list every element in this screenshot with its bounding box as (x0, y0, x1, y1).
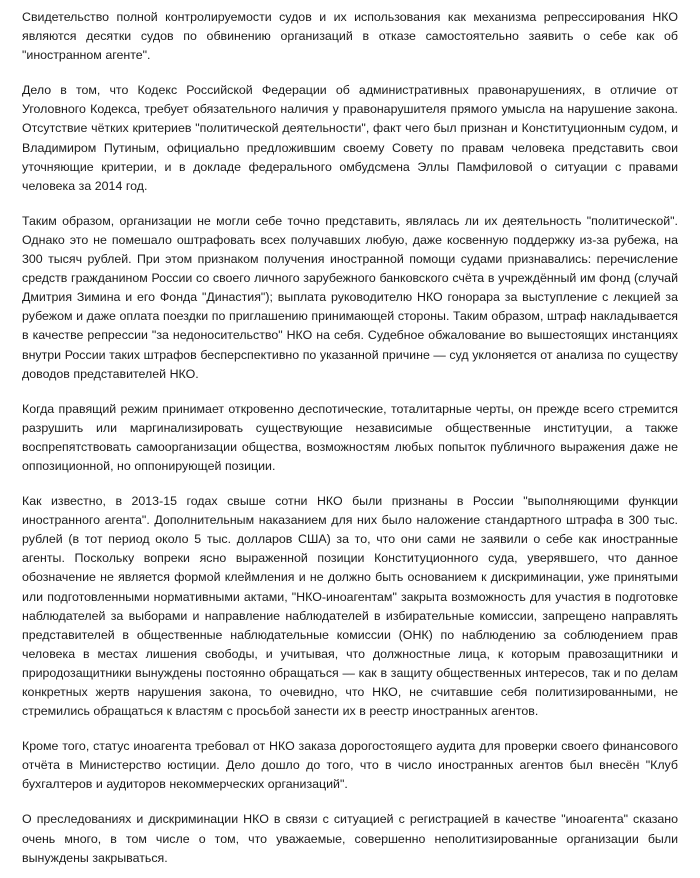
paragraph-6: Кроме того, статус иноагента требовал от НКО заказа дорогостоящего аудита для проверки своего финансового отчёта в Министерство юстиции. Дело дошло до того, что в число иностранных агентов был внесён "Клуб бухгалтеров и аудиторов некоммерческих организаций". (22, 739, 678, 792)
paragraph-1: Свидетельство полной контролируемости судов и их использования как механизма репрессирования НКО являются десятки судов по обвинению организаций в отказе самостоятельно заявить о себе как об "иностранном агенте". (22, 10, 678, 63)
paragraph-2: Дело в том, что Кодекс Российской Федерации об административных правонарушениях, в отличие от Уголовного Кодекса, требует обязательного наличия у правонарушителя прямого умысла на нарушение закона. Отсутствие чётких критериев "политической деятельности", факт чего был признан и Конституционным судом, и Владимиром Путиным, официально предложившим своему Совету по правам человека представить свои уточняющие критерии, и в докладе федерального омбудсмена Эллы Памфиловой о ситуации с правами человека за 2014 год. (22, 83, 678, 193)
paragraph-3: Таким образом, организации не могли себе точно представить, являлась ли их деятельность "политической". Однако это не помешало оштрафовать всех получавших любую, даже косвенную поддержку из-за рубежа, на 300 тысяч рублей. При этом признаком получения иностранной помощи судами признавались: перечисление средств гражданином России со своего личного зарубежного банковского счёта в учреждённый им фонд (случай Дмитрия Зимина и его Фонда "Династия"); выплата руководителю НКО гонорара за выступление с лекцией за рубежом и даже оплата поездки по приглашению принимающей стороны. Таким образом, штраф накладывается в качестве репрессии "за недоносительство" НКО на себя. Судебное обжалование во вышестоящих инстанциях внутри России таких штрафов бесперспективно по указанной причине — суд уклоняется от анализа по существу доводов представителей НКО. (22, 213, 678, 381)
paragraph-7: О преследованиях и дискриминации НКО в связи с ситуацией с регистрацией в качестве "иноагента" сказано очень много, в том числе о том, что уважаемые, совершенно неполитизированные организации были вынуждены закрываться. (22, 812, 678, 865)
paragraph-5: Как известно, в 2013-15 годах свыше сотни НКО были признаны в России "выполняющими функции иностранного агента". Дополнительным наказанием для них было наложение стандартного штрафа в 300 тыс. рублей (в тот период около 5 тыс. долларов США) за то, что они сами не заявили о себе как иностранные агенты. Поскольку вопреки ясно выраженной позиции Конституционного суда, уверявшего, что данное обозначение не является формой клеймления и не должно быть основанием к дискриминации, уже принятыми или подготовленными нормативными актами, "НКО-иноагентам" закрыта возможность для участия в подготовке наблюдателей за выборами и направление наблюдателей в избирательные комиссии, запрещено направлять представителей в общественные наблюдательные комиссии (ОНК) по наблюдению за соблюдением прав человека в местах лишения свободы, и учитывая, что должностные лица, к которым правозащитники и природозащитники вынуждены постоянно обращаться — как в защиту общественных интересов, так и по делам конкретных жертв нарушения закона, то очевидно, что НКО, не считавшие себя политизированными, не стремились обращаться к властям с просьбой занести их в реестр иностранных агентов. (22, 494, 678, 719)
paragraph-4: Когда правящий режим принимает откровенно деспотические, тоталитарные черты, он прежде всего стремится разрушить или маргинализировать существующие независимые общественные институции, а также воспрепятствовать самоорганизации общества, возможностям любых попыток публичного выражения даже не оппозиционной, но оппонирующей позиции. (22, 401, 678, 473)
